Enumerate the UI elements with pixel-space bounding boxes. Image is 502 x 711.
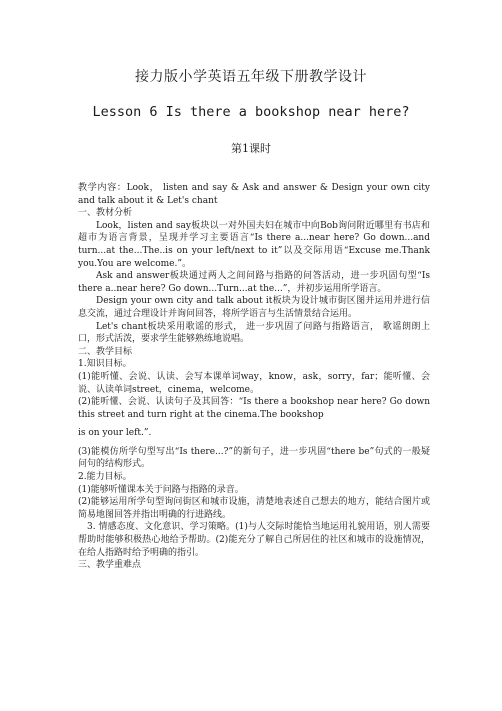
lesson-period: 第1课时 [231,142,271,155]
paragraph-ask-answer: Ask and answer板块通过两人之间问路与指路的问答活动，进一步巩固句型“Is there a..near here? Go down...Turn...at the...”，并初步运用所学语言。 [78,271,430,294]
paragraph-ability-2: (2)能够运用所学句型询问街区和城市设施，清楚地表述自己想去的地方，能结合图片或简易地图回答并指出明确的行进路线。 [78,497,430,520]
heading-key-points: 三、教学重难点 [78,560,142,571]
heading-teaching-goals: 二、教学目标 [78,346,133,357]
paragraph-goal-1: (1)能听懂、会说、认读、会写本课单词way，know，ask，sorry，far；能听懂、会说、认读单词street，cinema，welcome。 [78,371,430,395]
paragraph-attitude-goals: 3. 情感态度、文化意识、学习策略。(1)与人交际时能恰当地运用礼貌用语，别人需要帮助时能够积极热心地给予帮助。(2)能充分了解自己所居住的社区和城市的设施情况，在给人指路时给予明确的指引。 [78,522,430,558]
paragraph-design-city: Design your own city and talk about it板块为设计城市街区图并运用并进行信息交流，通过合理设计并询问回答，将所学语言与生活情景结合运用。 [78,296,430,319]
paragraph-lets-chant: Let's chant板块采用歌谣的形式， 进一步巩固了问路与指路语言， 歌谣朗朗上口，形式活泼，要求学生能够熟练地说唱。 [78,321,430,345]
paragraph-goal-2: (2)能听懂、会说、认读句子及其回答：“Is there a bookshop near here? Go down this street and turn right at the cinema.The bookshop [78,397,430,420]
document-title: 接力版小学英语五年级下册教学设计 [135,69,367,85]
heading-ability-goals: 2.能力目标。 [78,472,132,483]
paragraph-goal-3: (3)能模仿所学句型写出“Is there...?”的新句子，进一步巩固“there be”句式的一般疑问句的结构形式。 [78,446,430,470]
paragraph-ability-1: (1)能够听懂课本关于问路与指路的录音。 [78,484,244,495]
paragraph-look-listen-say: Look，listen and say板块以一对外国夫妇在城市中向Bob询问附近哪里有书店和超市为语言背景，呈现并学习主要语言“Is there a...near here? Go down...and turn...at the...The..is on your left/next to it”以及交际用语“Excuse me.Thank you.You are welcome.”。 [78,220,430,269]
paragraph-goal-2-cont: is on your left.”. [78,428,152,439]
heading-knowledge-goals: 1.知识目标。 [78,359,132,370]
paragraph-teaching-content: 教学内容：Look， listen and say & Ask and answer & Design your own city and talk about it & Let's chant [78,183,430,206]
lesson-title: Lesson 6 Is there a bookshop near here? [92,104,410,120]
document-body [78,182,430,572]
heading-textbook-analysis: 一、教材分析 [78,208,133,219]
